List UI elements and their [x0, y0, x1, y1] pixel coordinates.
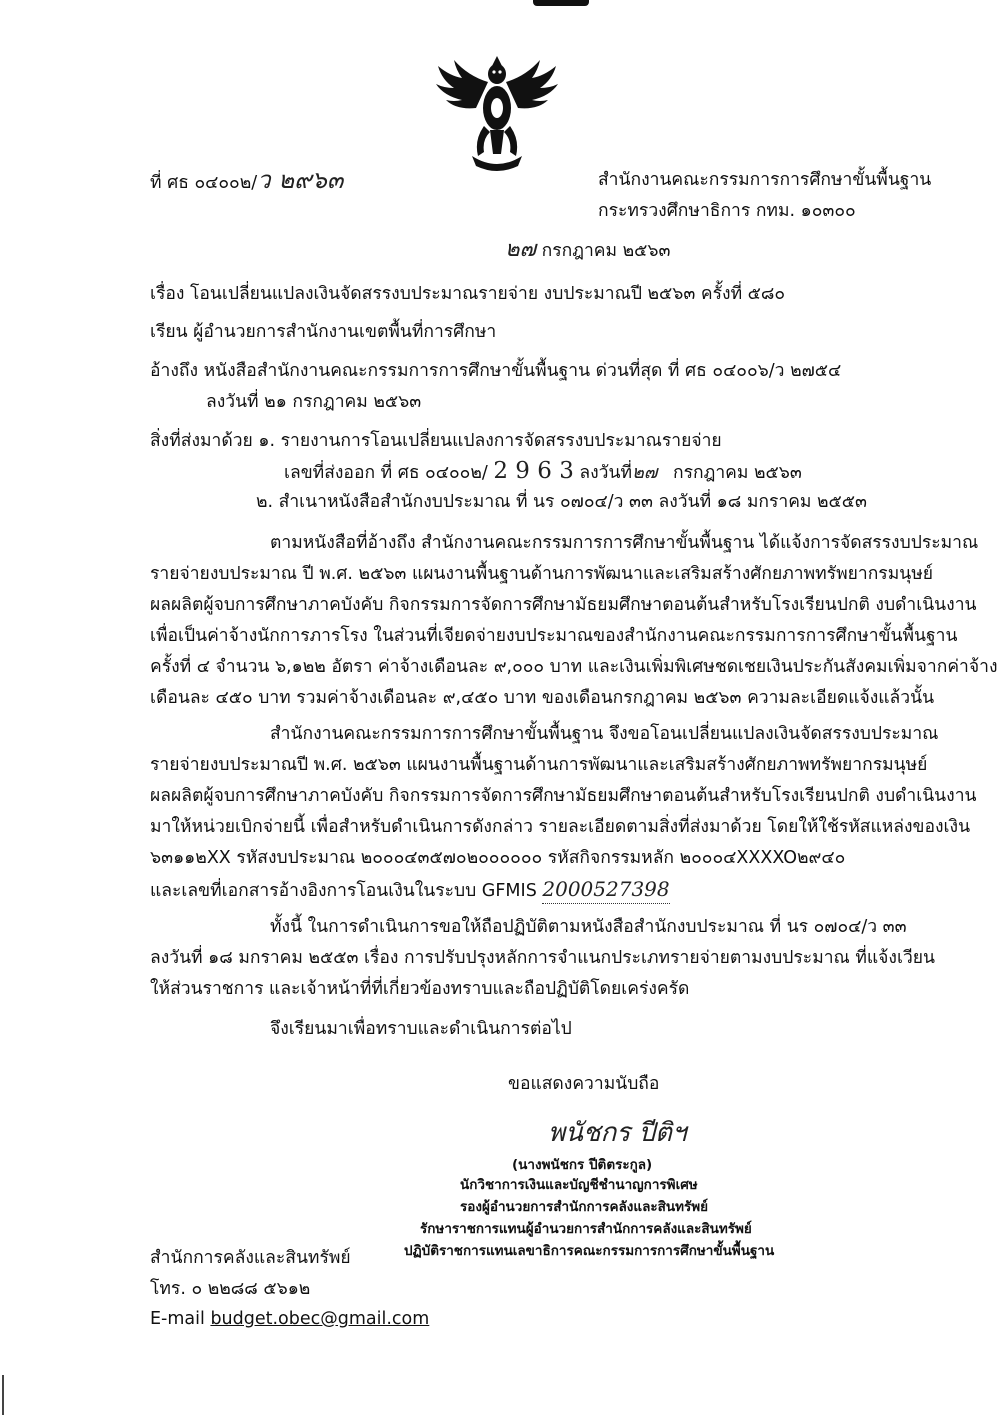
paragraph-1-line: เดือนละ ๔๕๐ บาท รวมค่าจ้างเดือนละ ๙,๔๕๐ บาท ของเดือนกรกฎาคม ๒๕๖๓ ความละเอียดแจ้งแล้วนั้น: [150, 688, 935, 708]
letter-date: [505, 238, 670, 263]
paragraph-3-line: ลงวันที่ ๑๘ มกราคม ๒๕๕๓ เรื่อง การปรับปรุงหลักการจำแนกประเภทรายจ่ายตามงบประมาณ ที่แจ้งเวียน: [150, 948, 935, 968]
footer-phone: โทร. ๐ ๒๒๘๘ ๕๖๑๒: [150, 1279, 311, 1299]
footer-email-link[interactable]: budget.obec@gmail.com: [210, 1309, 430, 1329]
signer-name: (นางพนัชกร ปีติตระกูล): [512, 1157, 653, 1173]
footer-office: สำนักการคลังและสินทรัพย์: [150, 1248, 351, 1268]
paragraph-1-line: ผลผลิตผู้จบการศึกษาภาคบังคับ กิจกรรมการจัดการศึกษามัธยมศึกษาตอนต้นสำหรับโรงเรียนปกติ งบดำเนินงาน: [150, 595, 977, 615]
enclosure-ref-mid: ลงวันที่: [579, 463, 633, 483]
date-handwritten-day: ๒๗: [505, 237, 537, 262]
doc-number-handwritten: ว ๒๙๖๓: [257, 166, 344, 194]
garuda-emblem-icon: [432, 52, 562, 174]
regards-line: ขอแสดงความนับถือ: [508, 1074, 660, 1094]
signer-title: ปฏิบัติราชการแทนเลขาธิการคณะกรรมการการศึกษาขั้นพื้นฐาน: [404, 1243, 775, 1259]
agency-name: สำนักงานคณะกรรมการการศึกษาขั้นพื้นฐาน: [598, 170, 932, 190]
paragraph-2-line: มาให้หน่วยเบิกจ่ายนี้ เพื่อสำหรับดำเนินการดังกล่าว รายละเอียดตามสิ่งที่ส่งมาด้วย โดยให้ใช้รหัสแหล่งของเงิน: [150, 817, 971, 837]
enclosure-item-2: ๒. สำเนาหนังสือสำนักงบประมาณ ที่ นร ๐๗๐๔/ว ๓๓ ลงวันที่ ๑๘ มกราคม ๒๕๕๓: [256, 492, 868, 512]
gfmis-prefix: และเลขที่เอกสารอ้างอิงการโอนเงินในระบบ GFMIS: [150, 881, 543, 901]
enclosure-ref-handwritten: 2 9 6 3: [493, 458, 574, 484]
gfmis-handwritten-number: 2000527398: [542, 877, 670, 901]
reference-line-1: อ้างถึง หนังสือสำนักงานคณะกรรมการการศึกษาขั้นพื้นฐาน ด่วนที่สุด ที่ ศธ ๐๔๐๐๖/ว ๒๗๕๔: [150, 361, 842, 381]
scan-mark: [533, 0, 589, 6]
enclosure-ref-hand-day: ๒๗: [632, 462, 658, 483]
signer-title: นักวิชาการเงินและบัญชีชำนาญการพิเศษ: [460, 1177, 698, 1193]
handwritten-signature: พนัชกร ปีติฯ: [548, 1118, 687, 1148]
signer-title: รองผู้อำนวยการสำนักการคลังและสินทรัพย์: [460, 1199, 709, 1215]
paragraph-2-line: สำนักงานคณะกรรมการการศึกษาขั้นพื้นฐาน จึงขอโอนเปลี่ยนแปลงเงินจัดสรรงบประมาณ: [270, 724, 939, 744]
paragraph-2-line: ผลผลิตผู้จบการศึกษาภาคบังคับ กิจกรรมการจัดการศึกษามัธยมศึกษาตอนต้นสำหรับโรงเรียนปกติ งบดำเนินงาน: [150, 786, 977, 806]
doc-number: [150, 168, 343, 195]
paragraph-3-line: ทั้งนี้ ในการดำเนินการขอให้ถือปฏิบัติตามหนังสือสำนักงบประมาณ ที่ นร ๐๗๐๔/ว ๓๓: [270, 917, 907, 937]
enclosure-item-1-line2: [284, 459, 802, 485]
paragraph-2-line: รายจ่ายงบประมาณปี พ.ศ. ๒๕๖๓ แผนงานพื้นฐานด้านการพัฒนาและเสริมสร้างศักยภาพทรัพยากรมนุษย์: [150, 755, 928, 775]
paragraph-1-line: เพื่อเป็นค่าจ้างนักการภารโรง ในส่วนที่เจียดจ่ายงบประมาณของสำนักงานคณะกรรมการการศึกษาขั้นพื้นฐาน: [150, 626, 958, 646]
agency-address: กระทรวงศึกษาธิการ กทม. ๑๐๓๐๐: [598, 201, 856, 221]
footer-email-label: E-mail: [150, 1309, 211, 1329]
paragraph-1-line: ตามหนังสือที่อ้างถึง สำนักงานคณะกรรมการการศึกษาขั้นพื้นฐาน ได้แจ้งการจัดสรรงบประมาณ: [270, 533, 979, 553]
salutation-line: เรียน ผู้อำนวยการสำนักงานเขตพื้นที่การศึกษา: [150, 322, 497, 342]
paragraph-1-line: ครั้งที่ ๔ จำนวน ๖,๑๒๒ อัตรา ค่าจ้างเดือนละ ๙,๐๐๐ บาท และเงินเพิ่มพิเศษชดเชยเงินประกันสังคมเพิ่มจากค่าจ้าง: [150, 657, 998, 677]
signer-title: รักษาราชการแทนผู้อำนวยการสำนักการคลังและสินทรัพย์: [420, 1221, 752, 1237]
paragraph-1-line: รายจ่ายงบประมาณ ปี พ.ศ. ๒๕๖๓ แผนงานพื้นฐานด้านการพัฒนาและเสริมสร้างศักยภาพทรัพยากรมนุษย์: [150, 564, 933, 584]
subject-line: เรื่อง โอนเปลี่ยนแปลงเงินจัดสรรงบประมาณรายจ่าย งบประมาณปี ๒๕๖๓ ครั้งที่ ๕๘๐: [150, 284, 786, 304]
enclosure-ref-prefix: เลขที่ส่งออก ที่ ศธ ๐๔๐๐๒/: [284, 463, 488, 483]
paragraph-3-line: ให้ส่วนราชการ และเจ้าหน้าที่ที่เกี่ยวข้องทราบและถือปฏิบัติโดยเคร่งครัด: [150, 979, 690, 999]
paragraph-2-line: ๖๓๑๑๒XX รหัสงบประมาณ ๒๐๐๐๔๓๕๗๐๒๐๐๐๐๐๐ รหัสกิจกรรมหลัก ๒๐๐๐๔XXXXO๒๙๔๐: [150, 848, 846, 868]
scan-edge: [2, 1375, 4, 1415]
enclosure-ref-suffix: กรกฎาคม ๒๕๖๓: [673, 463, 802, 483]
footer-email: [150, 1307, 429, 1331]
reference-line-2: ลงวันที่ ๒๑ กรกฎาคม ๒๕๖๓: [206, 392, 422, 412]
enclosure-item-1: สิ่งที่ส่งมาด้วย ๑. รายงานการโอนเปลี่ยนแปลงการจัดสรรงบประมาณรายจ่าย: [150, 431, 722, 451]
closing-line: จึงเรียนมาเพื่อทราบและดำเนินการต่อไป: [270, 1019, 572, 1039]
date-rest: กรกฎาคม ๒๕๖๓: [541, 241, 671, 261]
doc-number-label: ที่ ศธ ๐๔๐๐๒/: [150, 173, 258, 193]
paragraph-2-gfmis-line: [150, 877, 670, 904]
